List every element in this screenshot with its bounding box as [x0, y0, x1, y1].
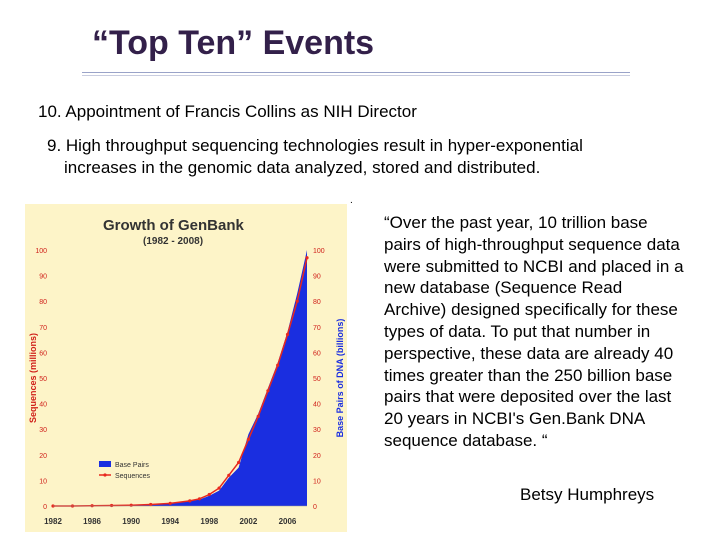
y-tick-left-70: 70 [39, 324, 47, 332]
y-tick-right-90: 90 [313, 273, 321, 281]
x-tick-1994: 1994 [161, 517, 180, 526]
event-10-text: 10. Appointment of Francis Collins as NIH Director [38, 102, 417, 121]
y-tick-left-60: 60 [39, 350, 47, 358]
sequences-point-2002 [247, 438, 250, 441]
legend-sequences-label: Sequences [115, 473, 151, 480]
sequences-point-1990 [130, 504, 133, 507]
sequences-point-2006 [286, 333, 289, 336]
legend-base-pairs-swatch [99, 461, 111, 467]
stray-dot: . [350, 195, 353, 206]
slide-title: “Top Ten” Events [92, 24, 375, 62]
sequences-point-2008 [305, 256, 308, 259]
x-tick-2006: 2006 [278, 517, 297, 526]
y-tick-right-60: 60 [313, 350, 321, 358]
y-tick-left-100: 100 [35, 248, 47, 255]
sequences-point-2003 [257, 415, 260, 418]
title-underline-shadow [82, 75, 630, 76]
y-tick-right-10: 10 [313, 478, 321, 486]
event-9-text-line2: increases in the genomic data analyzed, stored and distributed. [64, 158, 541, 177]
sequences-point-1997 [198, 497, 201, 500]
sequences-point-2000 [227, 474, 230, 477]
x-tick-1998: 1998 [200, 517, 219, 526]
x-tick-1990: 1990 [122, 517, 141, 526]
title-underline [82, 72, 630, 73]
event-9-text-line1: 9. High throughput sequencing technologies result in hyper-exponential [47, 136, 583, 155]
chart-svg [25, 204, 347, 532]
y-axis-right-label: Base Pairs of DNA (billions) [335, 318, 345, 438]
y-tick-right-40: 40 [313, 401, 321, 409]
sequences-point-1999 [218, 487, 221, 490]
genbank-growth-chart [25, 204, 347, 532]
y-tick-left-20: 20 [39, 452, 47, 460]
y-tick-left-30: 30 [39, 427, 47, 435]
legend-base-pairs-label: Base Pairs [115, 462, 149, 469]
sequences-point-2001 [237, 461, 240, 464]
y-tick-right-50: 50 [313, 376, 321, 383]
y-tick-right-0: 0 [313, 504, 317, 511]
sequences-point-2004 [266, 389, 269, 392]
humphreys-quote: “Over the past year, 10 trillion base pairs of high-throughput sequence data were submitted to NCBI and placed in a new database (Sequence Read Archive) designed specifically for these types of data. To put that number in perspective, these data are already 40 times greater than the 250 billion base pairs that were deposited over the last 20 years in NCBI's Gen.Bank DNA sequence database. “ [384, 213, 684, 450]
y-tick-left-10: 10 [39, 478, 47, 486]
sequences-point-2007 [296, 300, 299, 303]
sequences-point-2005 [276, 364, 279, 367]
legend-sequences-marker [103, 473, 106, 476]
x-tick-1982: 1982 [44, 517, 62, 526]
x-tick-1986: 1986 [83, 517, 101, 526]
y-tick-right-70: 70 [313, 324, 321, 332]
y-tick-left-40: 40 [39, 401, 47, 409]
chart-subtitle: (1982 - 2008) [143, 236, 204, 247]
sequences-point-1988 [110, 504, 113, 507]
sequences-point-1996 [188, 499, 191, 502]
y-tick-right-100: 100 [313, 248, 325, 255]
y-tick-left-90: 90 [39, 273, 47, 281]
y-tick-left-0: 0 [43, 504, 47, 511]
chart-title: Growth of GenBank [103, 217, 244, 234]
y-tick-left-80: 80 [39, 299, 47, 307]
y-tick-right-80: 80 [313, 299, 321, 307]
y-tick-left-50: 50 [39, 376, 47, 383]
x-tick-2002: 2002 [239, 517, 258, 526]
sequences-point-1994 [169, 502, 172, 505]
y-tick-right-20: 20 [313, 452, 321, 460]
y-axis-left-label: Sequences (millions) [28, 332, 38, 424]
sequences-point-1992 [149, 503, 152, 506]
y-tick-right-30: 30 [313, 427, 321, 435]
sequences-point-1998 [208, 493, 211, 496]
quote-author: Betsy Humphreys [520, 485, 655, 504]
